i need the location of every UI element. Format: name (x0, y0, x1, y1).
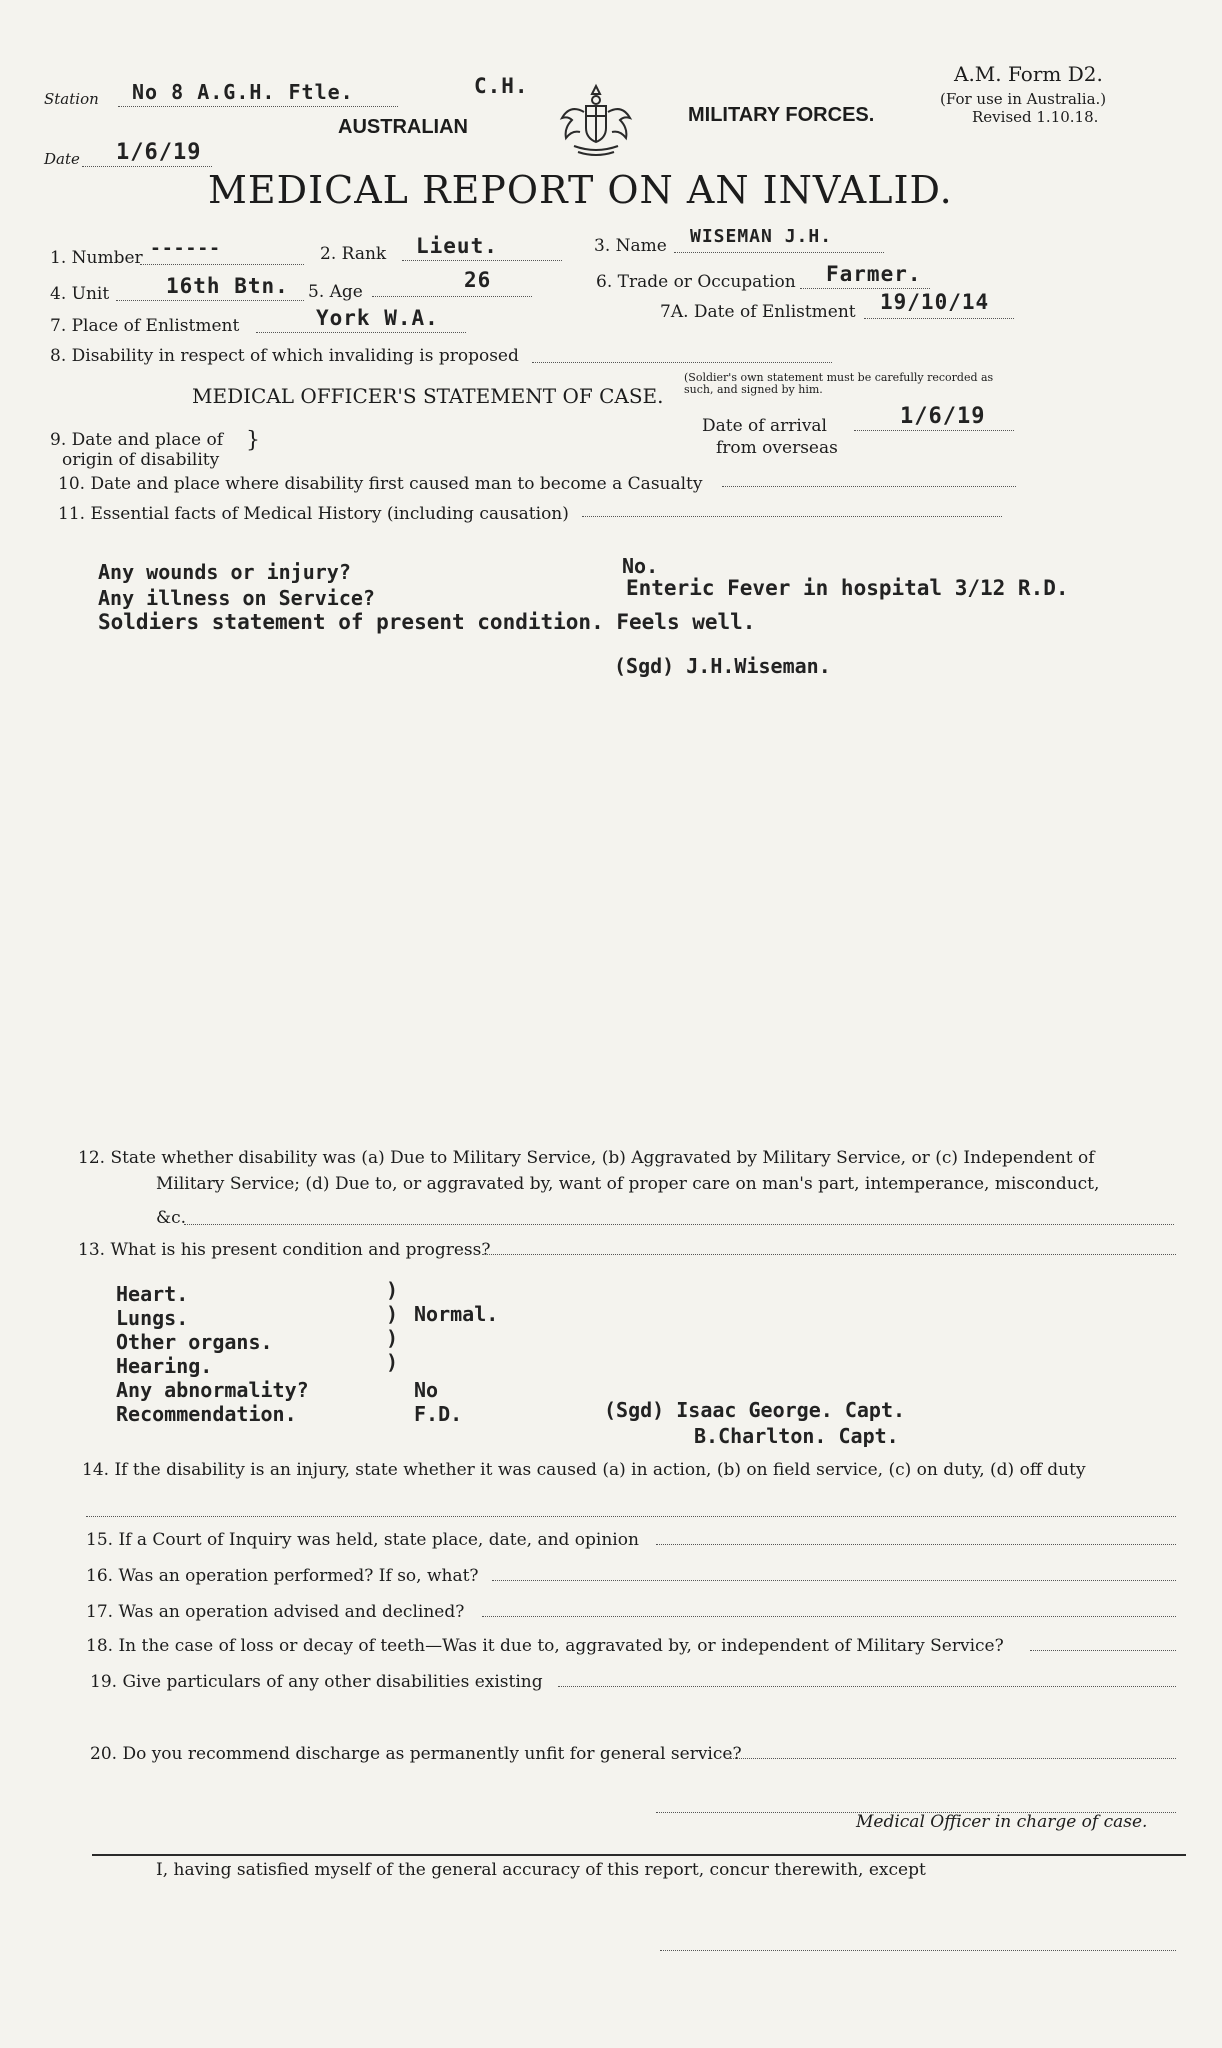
enlist-date-value: 19/10/14 (880, 290, 990, 314)
abnormality-label: Any abnormality? (116, 1378, 309, 1402)
q11-dots (582, 516, 1002, 517)
coat-of-arms-icon (548, 72, 644, 168)
q9-brace: } (246, 428, 260, 453)
brace-1: ) (386, 1278, 399, 1302)
number-label: 1. Number (50, 248, 143, 268)
q13-dots (482, 1254, 1176, 1255)
q10-dots (722, 486, 1016, 487)
disability-dots (532, 362, 832, 363)
trade-dots (800, 288, 930, 289)
enlist-date-dots (864, 318, 1014, 319)
date-label: Date (44, 150, 80, 168)
rank-dots (402, 260, 562, 261)
recommendation-label: Recommendation. (116, 1402, 297, 1426)
station-value: No 8 A.G.H. Ftle. (132, 80, 354, 104)
arrival-value: 1/6/19 (900, 404, 986, 429)
australian-title: AUSTRALIAN (338, 116, 468, 138)
date-value: 1/6/19 (116, 140, 202, 165)
heart-label: Heart. (116, 1282, 189, 1306)
brace-3: ) (386, 1326, 399, 1350)
q10-label: 10. Date and place where disability first caused man to become a Casualty (58, 474, 703, 494)
age-dots (372, 296, 532, 297)
q12-dots (184, 1224, 1174, 1225)
q9-line1: 9. Date and place of (50, 430, 224, 450)
q16-label: 16. Was an operation performed? If so, what? (86, 1566, 479, 1586)
age-label: 5. Age (308, 282, 363, 302)
q19-dots (558, 1686, 1176, 1687)
q12-line2: Military Service; (d) Due to, or aggravated by, want of proper care on man's part, intemperance, misconduct, (156, 1174, 1100, 1194)
hearing-label: Hearing. (116, 1354, 213, 1378)
q20-dots (730, 1758, 1176, 1759)
arrival-dots (854, 430, 1014, 431)
q12-line1: 12. State whether disability was (a) Due to Military Service, (b) Aggravated by Military Service, or (c) Independent of (78, 1148, 1095, 1168)
brace-2: ) (386, 1302, 399, 1326)
q19-label: 19. Give particulars of any other disabilities existing (90, 1672, 543, 1692)
unit-label: 4. Unit (50, 284, 110, 304)
q18-label: 18. In the case of loss or decay of teeth—Was it due to, aggravated by, or independent of Military Service? (86, 1636, 1004, 1656)
q13-label: 13. What is his present condition and progress? (78, 1240, 491, 1260)
q14-dots (86, 1516, 1176, 1517)
normal-value: Normal. (414, 1302, 499, 1326)
a-wounds: No. (622, 554, 659, 578)
statement-note: (Soldier's own statement must be carefully recorded as such, and signed by him. (684, 371, 994, 396)
disability-label: 8. Disability in respect of which invaliding is proposed (50, 346, 519, 366)
other-organs-label: Other organs. (116, 1330, 273, 1354)
q15-dots (656, 1544, 1176, 1545)
enlist-date-label: 7A. Date of Enlistment (660, 302, 856, 322)
q20-label: 20. Do you recommend discharge as permanently unfit for general service? (90, 1744, 742, 1764)
number-dots (140, 264, 304, 265)
enlist-place-value: York W.A. (316, 306, 439, 330)
q11-label: 11. Essential facts of Medical History (including causation) (58, 504, 569, 524)
recommendation-value: F.D. (414, 1402, 463, 1426)
concur-text: I, having satisfied myself of the general accuracy of this report, concur therewith, except (156, 1860, 926, 1880)
q-illness: Any illness on Service? (98, 586, 375, 610)
rank-value: Lieut. (416, 234, 498, 258)
number-value: ------ (150, 238, 222, 259)
soldier-signature: (Sgd) J.H.Wiseman. (614, 654, 831, 678)
arrival-line2: from overseas (716, 438, 838, 458)
main-title: MEDICAL REPORT ON AN INVALID. (208, 168, 953, 212)
q9-line2: origin of disability (62, 450, 220, 470)
unit-value: 16th Btn. (166, 274, 289, 298)
q14-label: 14. If the disability is an injury, state whether it was caused (a) in action, (b) on field service, (c) on duty, (d) off duty (82, 1460, 1086, 1480)
lungs-label: Lungs. (116, 1306, 189, 1330)
q15-label: 15. If a Court of Inquiry was held, state place, date, and opinion (86, 1530, 639, 1550)
date-dots (82, 166, 212, 167)
abnormality-value: No (414, 1378, 439, 1402)
rank-label: 2. Rank (320, 244, 387, 264)
enlist-place-dots (256, 332, 466, 333)
station-dots (118, 106, 398, 107)
statement-heading: MEDICAL OFFICER'S STATEMENT OF CASE. (192, 384, 664, 408)
trade-value: Farmer. (826, 262, 922, 286)
name-label: 3. Name (594, 236, 667, 256)
ch-mark: C.H. (474, 74, 529, 98)
unit-dots (116, 300, 304, 301)
military-forces-title: MILITARY FORCES. (688, 104, 875, 126)
arrival-line1: Date of arrival (702, 416, 827, 436)
q17-dots (482, 1616, 1176, 1617)
brace-4: ) (386, 1350, 399, 1374)
trade-label: 6. Trade or Occupation (596, 272, 796, 292)
q16-dots (492, 1580, 1176, 1581)
section-rule (92, 1854, 1186, 1856)
mo-signature-2: B.Charlton. Capt. (694, 1424, 899, 1448)
mo-signature-1: (Sgd) Isaac George. Capt. (604, 1398, 906, 1422)
form-id: A.M. Form D2. (954, 62, 1103, 86)
enlist-place-label: 7. Place of Enlistment (50, 316, 240, 336)
form-revised: Revised 1.10.18. (972, 108, 1099, 126)
q17-label: 17. Was an operation advised and declined? (86, 1602, 465, 1622)
age-value: 26 (464, 268, 492, 292)
q12-line3: &c. (156, 1208, 187, 1228)
form-use: (For use in Australia.) (940, 90, 1107, 108)
q18-dots (1030, 1650, 1176, 1651)
q-wounds: Any wounds or injury? (98, 560, 351, 584)
soldier-statement: Soldiers statement of present condition. Feels well. (98, 610, 756, 634)
concur-dots (660, 1950, 1176, 1951)
name-value: WISEMAN J.H. (690, 226, 833, 247)
a-illness: Enteric Fever in hospital 3/12 R.D. (626, 576, 1069, 600)
name-dots (674, 252, 884, 253)
station-label: Station (44, 90, 99, 108)
mo-caption: Medical Officer in charge of case. (856, 1812, 1148, 1832)
